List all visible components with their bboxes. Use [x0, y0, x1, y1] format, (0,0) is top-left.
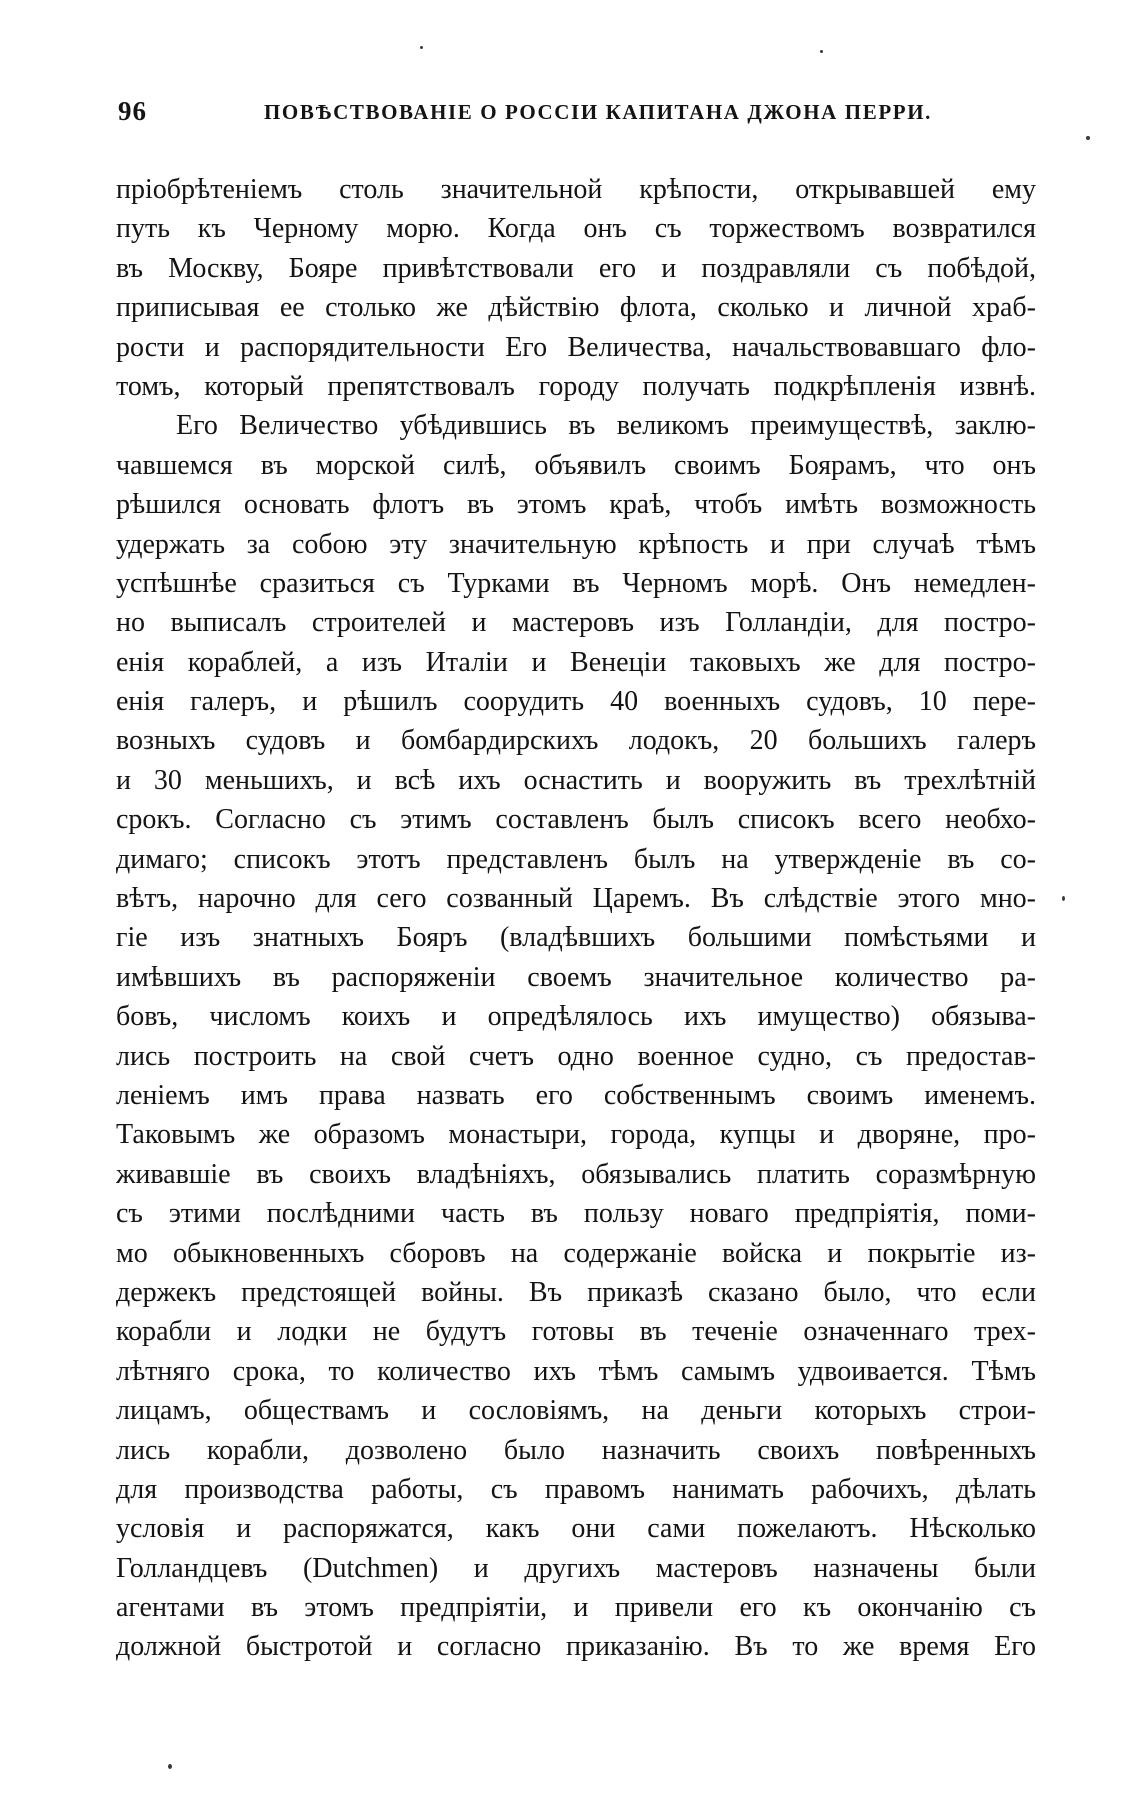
text-line: агентами въ этомъ предпріятіи, и привели его къ окончанію съ: [116, 1592, 1036, 1624]
text-line: корабли и лодки не будутъ готовы въ теченіе означеннаго трех-: [116, 1316, 1036, 1348]
text-line: Голландцевъ (Dutchmen) и другихъ мастеровъ назначены были: [116, 1552, 1036, 1584]
text-line: димаго; списокъ этотъ представленъ былъ на утвержденіе въ со-: [116, 843, 1036, 875]
text-line: енія галеръ, и рѣшилъ соорудить 40 военныхъ судовъ, 10 пере-: [116, 686, 1036, 718]
text-line: но выписалъ строителей и мастеровъ изъ Голландіи, для постро-: [116, 607, 1036, 639]
text-line: лись корабли, дозволено было назначить своихъ повѣренныхъ: [116, 1434, 1036, 1466]
scan-speck: [820, 50, 823, 53]
text-line: имѣвшихъ въ распоряженіи своемъ значительное количество ра-: [116, 961, 1036, 993]
scan-speck: [420, 46, 423, 49]
scan-speck: [1086, 136, 1090, 140]
running-title: ПОВѢСТВОВАНІЕ О РОССІИ КАПИТАНА ДЖОНА ПЕРРИ.: [264, 100, 932, 124]
text-line: чавшемся въ морской силѣ, объявилъ своимъ Боярамъ, что онъ: [116, 449, 1036, 481]
text-line: путь къ Черному морю. Когда онъ съ торжествомъ возвратился: [116, 213, 1036, 245]
text-line: для производства работы, съ правомъ нанимать рабочихъ, дѣлать: [116, 1473, 1036, 1505]
text-line: бовъ, числомъ коихъ и опредѣлялось ихъ имущество) обязыва-: [116, 1001, 1036, 1033]
scan-speck: [168, 1764, 172, 1769]
text-line: енія кораблей, а изъ Италіи и Венеціи таковыхъ же для постро-: [116, 646, 1036, 678]
text-line: должной быстротой и согласно приказанію. Въ то же время Его: [116, 1631, 1036, 1663]
text-line: возныхъ судовъ и бомбардирскихъ лодокъ, 20 большихъ галеръ: [116, 725, 1036, 757]
text-line: рѣшился основать флотъ въ этомъ краѣ, чтобъ имѣть возможность: [116, 489, 1036, 521]
text-line: томъ, который препятствовалъ городу получать подкрѣпленія извнѣ.: [116, 370, 1036, 402]
text-line: условія и распоряжатся, какъ они сами пожелаютъ. Нѣсколько: [116, 1513, 1036, 1545]
text-line: удержать за собою эту значительную крѣпость и при случаѣ тѣмъ: [116, 528, 1036, 560]
text-line: держекъ предстоящей войны. Въ приказѣ сказано было, что если: [116, 1276, 1036, 1308]
text-line: мо обыкновенныхъ сборовъ на содержаніе войска и покрытіе из-: [116, 1237, 1036, 1269]
text-line: приписывая ее столько же дѣйствію флота, сколько и личной храб-: [116, 292, 1036, 324]
text-line: лись построить на свой счетъ одно военное судно, съ предостав-: [116, 1040, 1036, 1072]
text-line: вѣтъ, нарочно для сего созванный Царемъ. Въ слѣдствіе этого мно-: [116, 883, 1036, 915]
text-line: успѣшнѣе сразиться съ Турками въ Черномъ морѣ. Онъ немедлен-: [116, 567, 1036, 599]
text-line: лицамъ, обществамъ и сословіямъ, на деньги которыхъ строи-: [116, 1395, 1036, 1427]
text-line: въ Москву, Бояре привѣтствовали его и поздравляли съ побѣдой,: [116, 252, 1036, 284]
text-line: гіе изъ знатныхъ Бояръ (владѣвшихъ большими помѣстьями и: [116, 922, 1036, 954]
text-line: и 30 меньшихъ, и всѣ ихъ оснастить и вооружить въ трехлѣтній: [116, 764, 1036, 796]
text-line: рости и распорядительности Его Величества, начальствовавшаго фло-: [116, 331, 1036, 363]
text-line: лѣтняго срока, то количество ихъ тѣмъ самымъ удвоивается. Тѣмъ: [116, 1355, 1036, 1387]
text-line: Таковымъ же образомъ монастыри, города, купцы и дворяне, про-: [116, 1119, 1036, 1151]
scan-speck: [1062, 896, 1065, 901]
text-line: пріобрѣтеніемъ столь значительной крѣпости, открывавшей ему: [116, 174, 1036, 205]
text-line: срокъ. Согласно съ этимъ составленъ былъ списокъ всего необхо-: [116, 804, 1036, 836]
page-number: 96: [118, 96, 147, 126]
text-line: леніемъ имъ права назвать его собственнымъ своимъ именемъ.: [116, 1079, 1036, 1111]
page-header: [118, 96, 1038, 136]
text-line: Его Величество убѣдившись въ великомъ преимуществѣ, заклю-: [176, 410, 1036, 442]
body-text: [116, 170, 1036, 1667]
text-line: съ этими послѣдними часть въ пользу новаго предпріятія, поми-: [116, 1198, 1036, 1230]
text-line: живавшіе въ своихъ владѣніяхъ, обязывались платить соразмѣрную: [116, 1158, 1036, 1190]
